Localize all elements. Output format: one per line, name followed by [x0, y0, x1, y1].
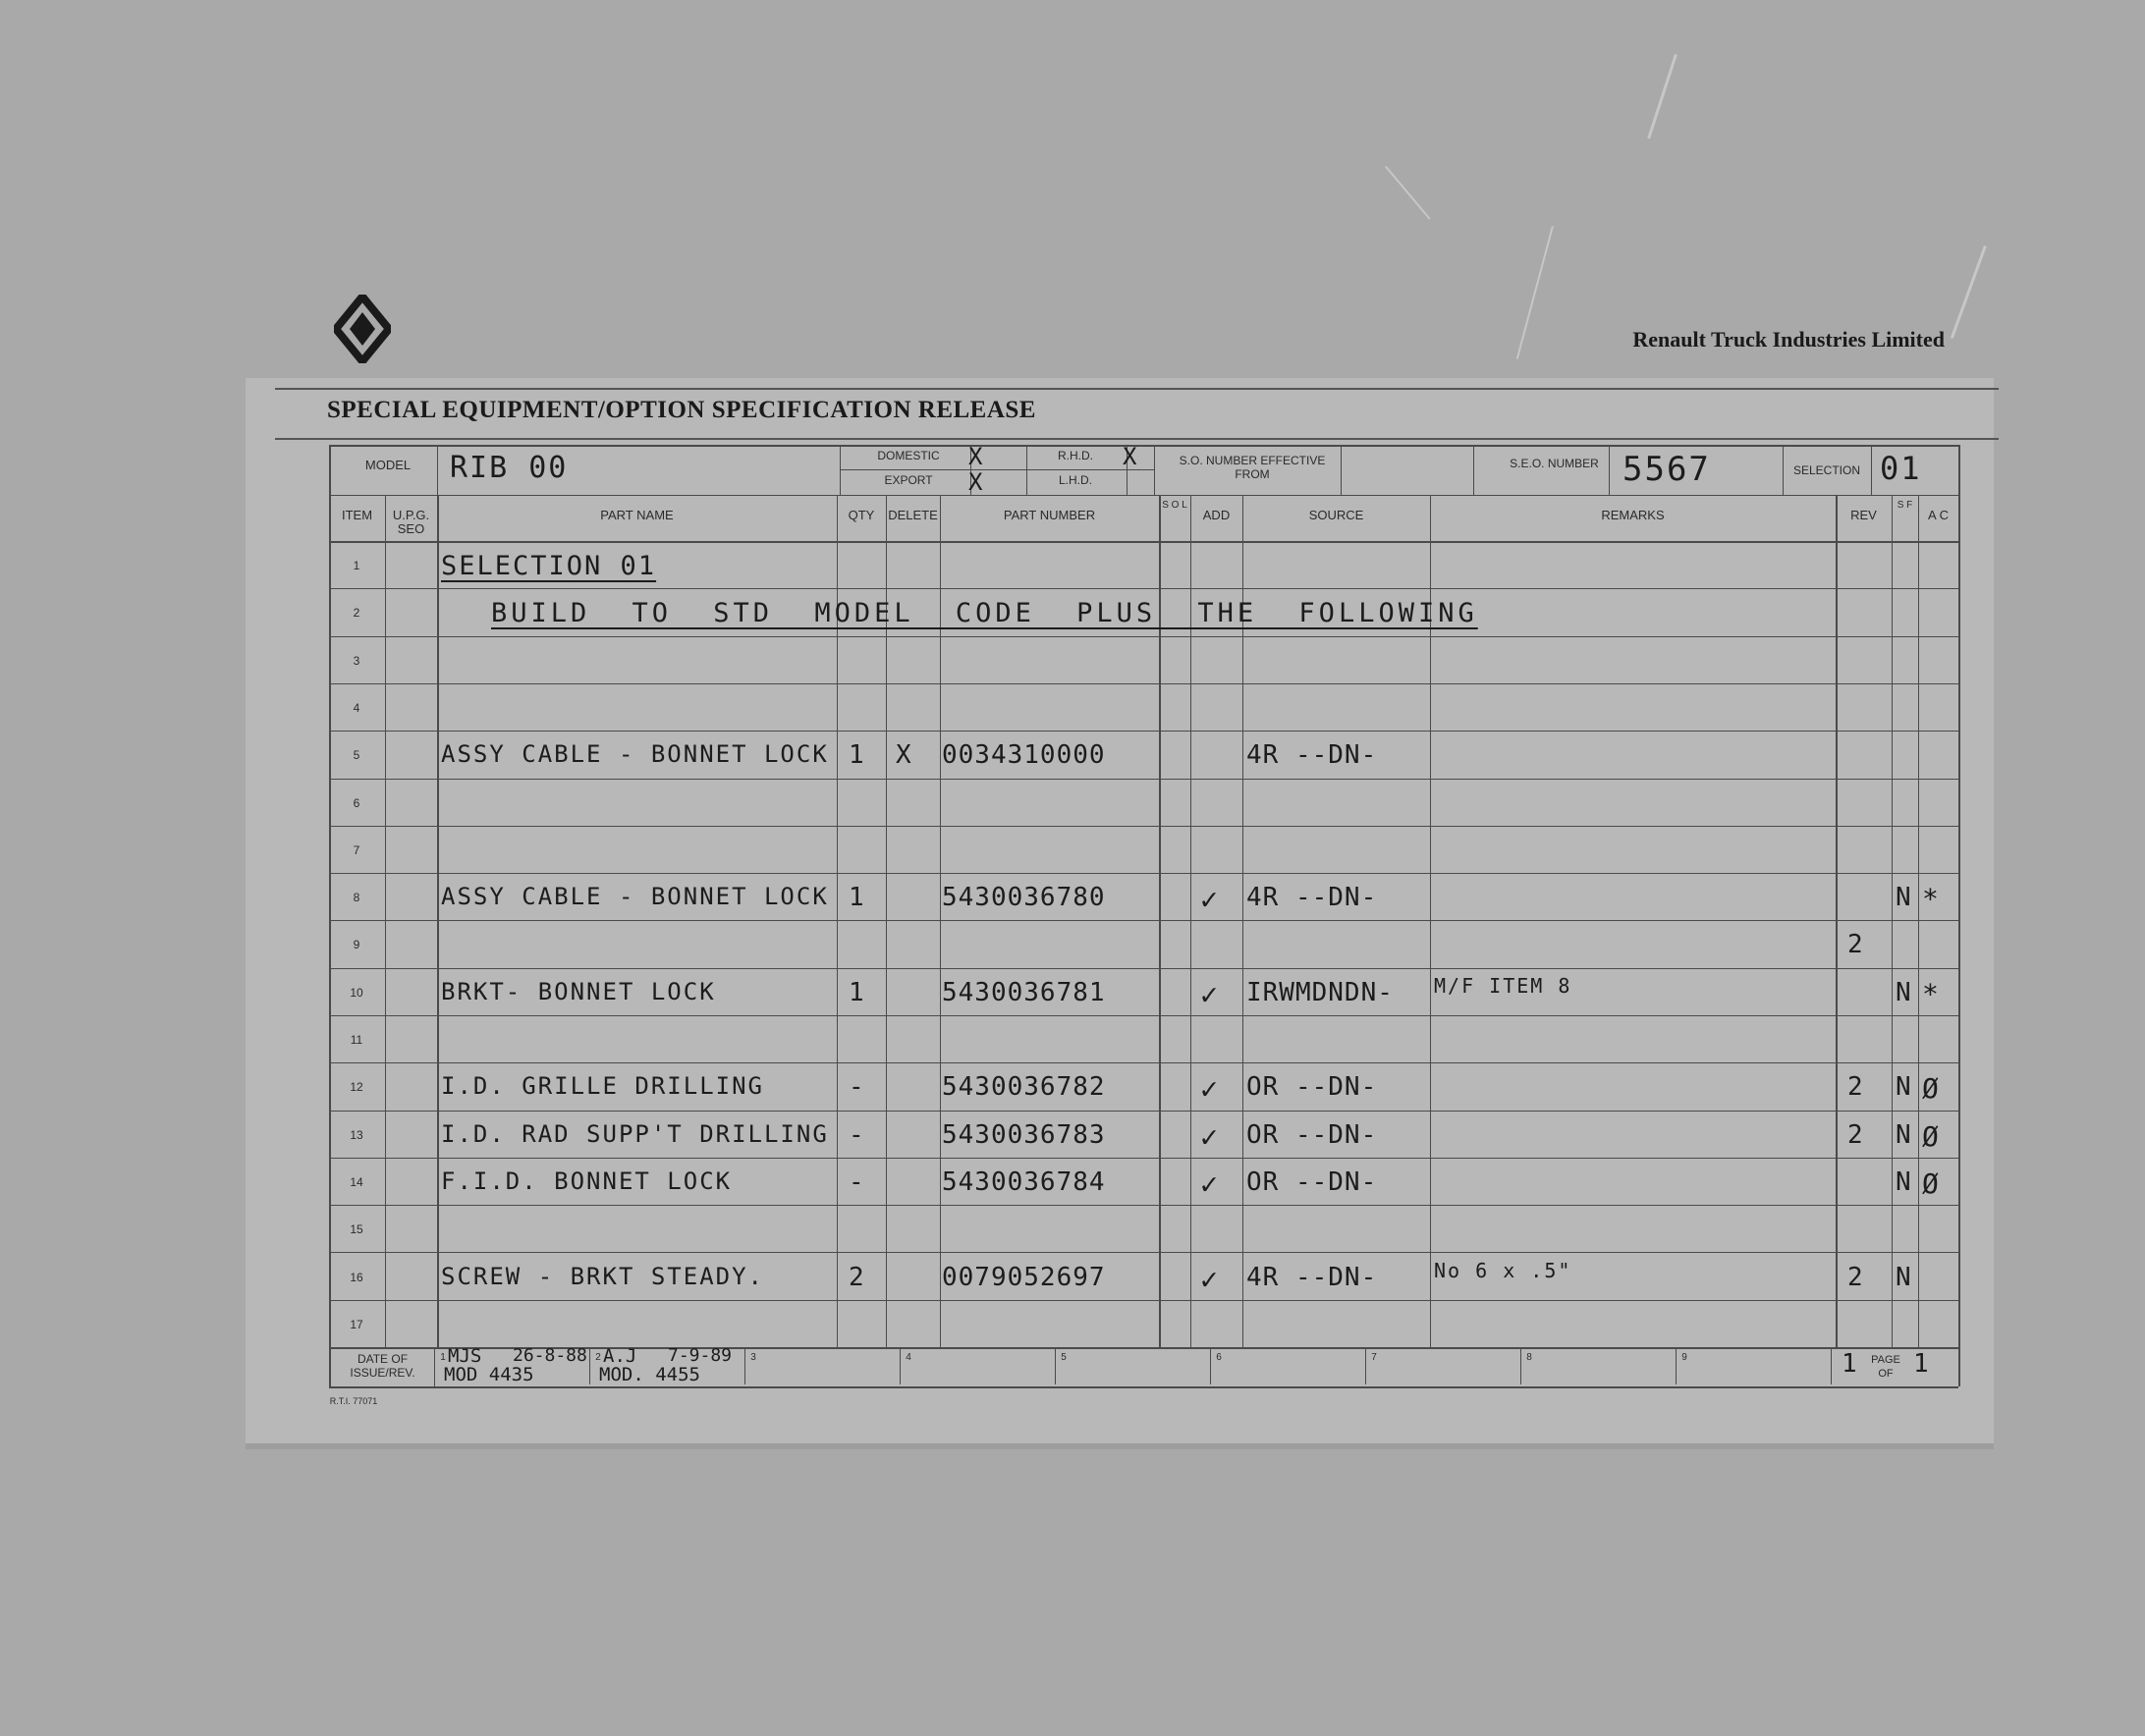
page-number: 1 [1842, 1349, 1859, 1380]
issue-date: 7-9-89 [668, 1345, 733, 1367]
row-part-number: 5430036783 [942, 1120, 1106, 1150]
row-rev: 2 [1847, 1072, 1865, 1102]
row-item-number: 3 [353, 653, 360, 668]
grid-line [1520, 1349, 1521, 1384]
row-part-name: ASSY CABLE - BONNET LOCK [441, 883, 829, 910]
issue-mod: MOD 4435 [444, 1364, 534, 1386]
row-part-number: 5430036784 [942, 1167, 1106, 1197]
selection-label: SELECTION [1792, 463, 1860, 477]
row-source: 4R --DN- [1246, 883, 1378, 912]
row-part-number: 0034310000 [942, 740, 1106, 770]
row-item-number: 9 [353, 938, 360, 952]
grid-line [840, 469, 1154, 470]
row-part-name: BUILD TO STD MODEL CODE PLUS THE FOLLOWING [491, 598, 1478, 628]
grid-line [329, 968, 1958, 969]
column-header-part-number: PART NUMBER [1003, 508, 1096, 522]
issue-slot-number: 7 [1371, 1352, 1377, 1364]
row-item-number: 12 [350, 1080, 363, 1095]
grid-line [437, 445, 438, 495]
row-add-check: ✓ [1200, 1263, 1221, 1297]
grid-line [329, 445, 1958, 447]
issue-slot-number: 9 [1681, 1352, 1687, 1364]
row-add-check: ✓ [1200, 1167, 1221, 1202]
row-part-name: I.D. GRILLE DRILLING [441, 1072, 764, 1100]
row-delete: X [896, 740, 913, 770]
row-part-name: F.I.D. BONNET LOCK [441, 1167, 733, 1195]
row-part-name: I.D. RAD SUPP'T DRILLING [441, 1120, 829, 1148]
grid-line [1154, 445, 1155, 495]
grid-line [1831, 1349, 1832, 1384]
issue-slot-number: 2 [595, 1352, 601, 1364]
row-marker: Ø [1922, 1120, 1941, 1153]
column-header-delete: DELETE [888, 508, 938, 522]
row-status-flag: N [1896, 1072, 1913, 1102]
scratch-mark [1385, 166, 1431, 220]
row-qty: - [849, 1072, 866, 1102]
seo-number-label: S.E.O. NUMBER [1510, 457, 1599, 470]
issue-slot-number: 5 [1061, 1352, 1067, 1364]
row-status-flag: N [1896, 978, 1913, 1007]
row-part-number: 5430036780 [942, 883, 1106, 912]
row-source: 4R --DN- [1246, 1263, 1378, 1292]
row-qty: 1 [849, 883, 866, 912]
row-qty: 1 [849, 740, 866, 770]
grid-line [329, 636, 1958, 637]
form-code: R.T.I. 77071 [329, 1396, 378, 1407]
grid-line [329, 1111, 1958, 1112]
model-value: RIB 00 [450, 451, 569, 485]
column-header-upg-seo: U.P.G. SEO [392, 508, 430, 536]
grid-line [1676, 1349, 1677, 1384]
row-marker: * [1922, 978, 1941, 1010]
page-total: 1 [1913, 1349, 1931, 1380]
row-qty: - [849, 1120, 866, 1150]
row-source: OR --DN- [1246, 1072, 1378, 1102]
row-item-number: 13 [350, 1127, 363, 1142]
column-header-sf: S F [1897, 500, 1913, 511]
row-qty: 2 [849, 1263, 866, 1292]
scratch-mark [1951, 245, 1987, 339]
column-header-ac: A C [1928, 508, 1949, 522]
scratch-mark [1647, 54, 1678, 139]
rhd-label: R.H.D. [1058, 449, 1093, 462]
issue-mod: MOD. 4455 [599, 1364, 700, 1386]
grid-line [1210, 1349, 1211, 1384]
row-add-check: ✓ [1200, 883, 1221, 917]
grid-line [589, 1349, 590, 1384]
row-item-number: 8 [353, 891, 360, 905]
row-source: OR --DN- [1246, 1167, 1378, 1197]
row-item-number: 16 [350, 1270, 363, 1284]
row-remarks: No 6 x .5" [1434, 1259, 1572, 1282]
issue-slot-number: 3 [750, 1352, 756, 1364]
row-add-check: ✓ [1200, 1120, 1221, 1155]
date-of-issue-label: DATE OF ISSUE/REV. [350, 1352, 415, 1381]
row-part-number: 0079052697 [942, 1263, 1106, 1292]
row-item-number: 15 [350, 1222, 363, 1237]
column-header-item: ITEM [341, 508, 373, 522]
export-checkbox: X [968, 468, 985, 496]
column-header-part-name: PART NAME [600, 508, 674, 522]
grid-line [329, 1158, 1958, 1159]
grid-line [329, 588, 1958, 589]
row-item-number: 10 [350, 985, 363, 1000]
grid-line [329, 541, 1958, 543]
grid-line [329, 920, 1958, 921]
company-name: Renault Truck Industries Limited [1632, 327, 1945, 352]
grid-line [329, 683, 1958, 684]
row-source: 4R --DN- [1246, 740, 1378, 770]
domestic-checkbox: X [968, 443, 985, 470]
row-part-number: 5430036781 [942, 978, 1106, 1007]
column-header-add: ADD [1202, 508, 1231, 522]
so-number-label: S.O. NUMBER EFFECTIVE FROM [1179, 454, 1326, 481]
row-status-flag: N [1896, 1263, 1913, 1292]
selection-value: 01 [1880, 450, 1922, 487]
grid-line [1836, 495, 1838, 1347]
row-rev: 2 [1847, 1263, 1865, 1292]
grid-line [385, 495, 386, 1347]
row-rev: 2 [1847, 1120, 1865, 1150]
row-part-name: SCREW - BRKT STEADY. [441, 1263, 764, 1290]
grid-line [329, 826, 1958, 827]
export-label: EXPORT [884, 473, 933, 487]
model-label: MODEL [364, 458, 412, 472]
grid-line [329, 495, 1958, 496]
issue-initials: A.J [603, 1345, 637, 1368]
row-status-flag: N [1896, 883, 1913, 912]
row-source: IRWMDNDN- [1246, 978, 1394, 1007]
row-marker: Ø [1922, 1167, 1941, 1200]
grid-line [1473, 445, 1474, 495]
title-rule [275, 438, 1999, 440]
row-marker: Ø [1922, 1072, 1941, 1105]
top-rule [275, 388, 1999, 390]
grid-line [329, 731, 1958, 732]
grid-line [329, 445, 331, 1386]
grid-line [329, 1062, 1958, 1063]
grid-line [744, 1349, 745, 1384]
issue-slot-number: 8 [1526, 1352, 1532, 1364]
column-header-source: SOURCE [1308, 508, 1364, 522]
grid-line [329, 873, 1958, 874]
lhd-label: L.H.D. [1058, 473, 1092, 487]
page-of-label: PAGE OF [1871, 1354, 1900, 1381]
scratch-mark [1516, 226, 1554, 359]
row-item-number: 5 [353, 748, 360, 763]
row-qty: - [849, 1167, 866, 1197]
row-item-number: 4 [353, 700, 360, 715]
row-item-number: 7 [353, 842, 360, 857]
row-part-name: BRKT- BONNET LOCK [441, 978, 716, 1005]
grid-line [1958, 445, 1960, 1386]
grid-line [329, 1386, 1958, 1388]
row-part-number: 5430036782 [942, 1072, 1106, 1102]
issue-slot-number: 6 [1216, 1352, 1222, 1364]
row-remarks: M/F ITEM 8 [1434, 974, 1572, 998]
row-part-name: ASSY CABLE - BONNET LOCK [441, 740, 829, 768]
row-item-number: 17 [350, 1317, 363, 1331]
grid-line [329, 779, 1958, 780]
form-title: SPECIAL EQUIPMENT/OPTION SPECIFICATION RELEASE [327, 397, 1036, 423]
issue-date: 26-8-88 [513, 1345, 587, 1367]
renault-logo-icon [334, 295, 391, 363]
column-header-qty: QTY [848, 508, 875, 522]
row-add-check: ✓ [1200, 978, 1221, 1012]
row-qty: 1 [849, 978, 866, 1007]
grid-line [329, 1205, 1958, 1206]
column-header-rev: REV [1850, 508, 1877, 522]
row-item-number: 11 [350, 1033, 363, 1047]
seo-number-value: 5567 [1622, 450, 1711, 489]
grid-line [1871, 445, 1872, 495]
column-header-remarks: REMARKS [1601, 508, 1665, 522]
grid-line [329, 1300, 1958, 1301]
grid-line [434, 1347, 435, 1386]
issue-initials: MJS [448, 1345, 482, 1368]
domestic-label: DOMESTIC [877, 449, 940, 462]
issue-slot-number: 4 [906, 1352, 911, 1364]
column-header-sol: S O L [1162, 500, 1187, 511]
row-status-flag: N [1896, 1167, 1913, 1197]
grid-line [437, 495, 439, 1347]
grid-line [1892, 495, 1893, 1347]
row-item-number: 2 [353, 606, 360, 621]
grid-line [1055, 1349, 1056, 1384]
row-part-name: SELECTION 01 [441, 551, 657, 581]
row-item-number: 6 [353, 795, 360, 810]
row-source: OR --DN- [1246, 1120, 1378, 1150]
grid-line [900, 1349, 901, 1384]
grid-line [1341, 445, 1342, 495]
grid-line [1918, 495, 1919, 1347]
row-rev: 2 [1847, 930, 1865, 959]
grid-line [329, 1252, 1958, 1253]
issue-slot-number: 1 [440, 1352, 446, 1364]
rhd-checkbox: X [1123, 443, 1139, 470]
row-item-number: 1 [353, 559, 360, 572]
row-add-check: ✓ [1200, 1072, 1221, 1107]
row-item-number: 14 [350, 1174, 363, 1189]
grid-line [329, 1015, 1958, 1016]
grid-line [1609, 445, 1610, 495]
row-marker: * [1922, 883, 1941, 915]
row-status-flag: N [1896, 1120, 1913, 1150]
grid-line [1365, 1349, 1366, 1384]
